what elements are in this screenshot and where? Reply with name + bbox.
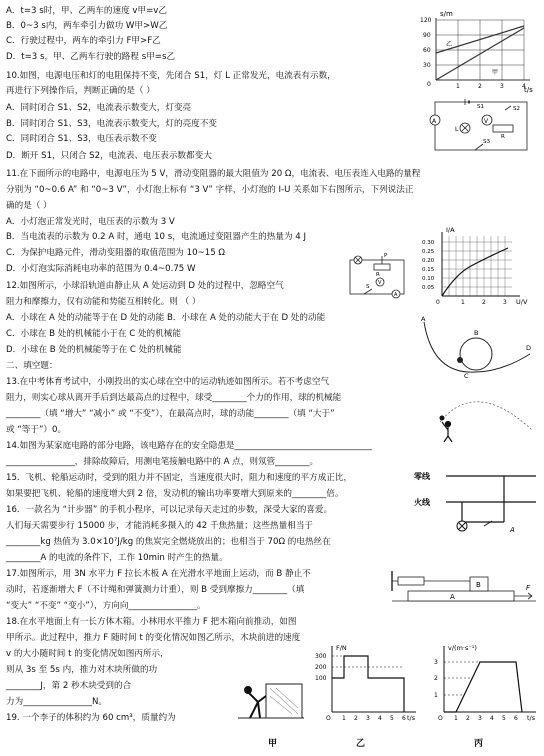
iu-graph: [416, 224, 536, 308]
text-line: A．小球在 A 处的动能等于在 D 处的动能 B．小球在 A 处的动能大于在 D 处的动能: [6, 313, 326, 323]
text-line: A．小灯泡正常发光时，电压表的示数为 3 V: [6, 217, 175, 227]
iu-ytick: 0.25: [422, 249, 435, 255]
iu-ytick: 0.30: [422, 240, 435, 246]
st-xtick: 4: [522, 83, 526, 90]
text-line: C．小球在 B 处的机械能小于在 C 处的机械能: [6, 329, 181, 339]
vt-xtick: 4: [490, 715, 494, 722]
plank-f: F: [526, 584, 531, 592]
house-fire: 火线: [414, 498, 430, 507]
house-point-a: A: [510, 526, 515, 534]
st-xlabel: t/s: [524, 86, 533, 94]
st-xtick: 3: [500, 83, 504, 90]
text-line: B．0~3 s内，两车牵引力做功 W甲>W乙: [6, 21, 168, 31]
st-ylabel: s/m: [440, 10, 453, 18]
text-line: 则从 3s 至 5s 内，推力对木块所做的功: [6, 665, 158, 675]
text-line: 19. 一个李子的体积约为 60 cm³，质量约为: [6, 713, 176, 723]
text-line: 人们每天需要步行 15000 步，才能消耗多摄入的 42 千焦热量；这些热量相当于: [6, 521, 314, 531]
ft-ytick: 200: [315, 664, 327, 671]
household-circuit: [412, 466, 538, 548]
text-line: 力为________________N。: [6, 697, 107, 707]
circuit-q10: [425, 98, 537, 156]
house-live: 零线: [414, 472, 430, 481]
ft-xtick: 4: [378, 715, 382, 722]
iu-ytick: 0.20: [422, 258, 435, 264]
iu-ylabel: I/A: [446, 226, 455, 234]
ft-xtick: 6: [402, 715, 406, 722]
text-line: 12.如图所示，小球沿轨道由静止从 A 处运动到 D 处的过程中，忽略空气: [6, 281, 284, 291]
q11-s: S: [366, 284, 370, 290]
text-line: 16．一款名为 “计步器” 的手机小程序，可以记录每天走过的步数，深受大家的喜爱。: [6, 505, 333, 515]
text-line: D．小球在 B 处的机械能等于在 C 处的机械能: [6, 345, 182, 355]
ft-xlabel: t/s: [407, 714, 416, 722]
text-line: 确的是（ ）: [6, 201, 52, 211]
vt-ytick: 2: [434, 675, 438, 682]
text-line: B．同时闭合 S1、S3，电流表示数变大，灯的亮度不变: [6, 119, 217, 129]
plank-figure: [390, 565, 538, 605]
text-line: 阻力和摩擦力，仅有动能和势能互相转化。则 （ ）: [6, 297, 201, 307]
vt-ylabel: v/(m·s⁻¹): [448, 644, 477, 652]
circuit-q11: [344, 250, 410, 300]
text-line: 17.如图所示，用 3N 水平力 F 拉长木板 A 在光滑水平地面上运动，而 B 静止不: [6, 569, 311, 579]
iu-xtick: 1: [461, 299, 465, 306]
vt-ytick: 3: [434, 659, 438, 666]
plank-b: B: [476, 581, 481, 589]
ft-xtick: 5: [390, 715, 394, 722]
track-c: C: [464, 372, 469, 378]
text-line: 甲所示。此过程中，推力 F 随时间 t 的变化情况如图乙所示，木块前进的速度: [6, 633, 301, 643]
caption-yi: 乙: [356, 739, 366, 749]
text-line: “变大” “不变” “变小”），方向向________________。: [6, 601, 206, 611]
iu-ytick: 0.05: [422, 285, 435, 291]
text-line: D．断开 S1，只闭合 S2，电流表、电压表示数都变大: [6, 151, 212, 161]
vt-xtick: 6: [514, 715, 518, 722]
text-line: 二、填空题：: [6, 361, 58, 371]
text-line: 如果要把飞机、轮船的速度增大到 2 倍，发动机的输出功率要增大到原来的________倍。: [6, 489, 344, 499]
ft-xtick: O: [326, 715, 331, 722]
text-line: ________J，第 2 秒木块受到的合: [6, 681, 132, 691]
track-a: A: [421, 315, 426, 323]
ft-ytick: 100: [315, 675, 327, 682]
text-line: 再进行下列操作后，判断正确的是（ ）: [6, 86, 155, 96]
st-line-label: 甲: [492, 69, 499, 76]
track-b: B: [474, 329, 479, 337]
q11-v: V: [378, 280, 382, 286]
q11-rb: R: [376, 272, 380, 278]
q10-lamp: L: [455, 126, 459, 133]
ft-ytick: 300: [315, 653, 327, 660]
vt-xtick: 3: [478, 715, 482, 722]
text-line: B．当电流表的示数为 0.2 A 时，通电 10 s，电流通过变阻器产生的热量为 4 J: [6, 232, 307, 242]
text-line: ________kg 热值为 3.0×10⁷J/kg 的焦炭完全燃烧放出的；也相当于 70Ω 的电热丝在: [6, 537, 331, 547]
q10-voltmeter: V: [484, 118, 489, 125]
text-line: 11.在下面所示的电路中，电源电压为 5 V，滑动变阻器的最大阻值为 20 Ω，电流表、电压表连入电路的量程: [6, 169, 421, 179]
iu-xtick: 2: [482, 299, 486, 306]
caption-bing: 丙: [474, 739, 484, 749]
ft-ylabel: F/N: [336, 644, 347, 652]
track-d: D: [526, 344, 532, 352]
q10-s1: S1: [477, 104, 484, 110]
text-line: 18.在水平地面上有一长方体木箱。小林用水平推力 F 把木箱向前推动，如图: [6, 617, 297, 627]
q11-a: A: [394, 292, 398, 298]
text-line: A．同时闭合 S1、S2，电流表示数变大，灯变亮: [6, 103, 192, 113]
q10-s2: S2: [513, 106, 520, 112]
st-ytick: 30: [423, 62, 431, 69]
st-ytick: 120: [420, 17, 432, 24]
iu-xtick: 3: [503, 299, 507, 306]
q11-p: P: [384, 253, 388, 259]
vt-xtick: 2: [466, 715, 470, 722]
vt-xtick: 1: [454, 715, 458, 722]
vt-xlabel: t/s: [527, 714, 536, 722]
text-line: 动时，若逐渐增大 F（不计绳和弹簧测力计重），则 B 受到摩擦力________（填: [6, 585, 305, 595]
track-figure: [418, 314, 538, 378]
text-line: D．t=3 s，甲、乙两车行驶的路程 s甲=s乙: [6, 52, 176, 62]
caption-jia: 甲: [268, 739, 278, 749]
vt-xtick: O: [438, 715, 443, 722]
text-line: 15．飞机、轮船运动时，受到的阻力并不固定，当速度很大时，阻力和速度的平方成正比，: [6, 473, 353, 483]
ft-xtick: 2: [354, 715, 358, 722]
plank-a: A: [450, 593, 455, 601]
text-line: 或 “等于”）0。: [6, 425, 67, 435]
ft-xtick: 3: [366, 715, 370, 722]
text-line: A．t=3 s时，甲、乙两车的速度 v甲=v乙: [6, 6, 167, 16]
force-time-graph: [312, 642, 418, 722]
st-xtick: 1: [456, 83, 460, 90]
text-line: ________（填 “增大” “减小” 或 “不变”），在最高点时，球的动能________（填 “大于”: [6, 409, 335, 419]
text-line: ________________，排除故障后，用测电笔接触电路中的 A 点，则氖管________。: [6, 457, 319, 467]
text-line: 阻力，则实心球从离开手后到达最高点的过程中，球受________个力的作用，球的机械能: [6, 393, 342, 403]
text-line: 13.在中考体育考试中，小刚投出的实心球在空中的运动轨迹如图所示。若不考虑空气: [6, 377, 330, 387]
ft-xtick: 1: [342, 715, 346, 722]
st-xtick: 2: [478, 83, 482, 90]
q10-s3: S3: [483, 139, 490, 145]
text-line: D．小灯泡实际消耗电功率的范围为 0.4~0.75 W: [6, 264, 196, 274]
q10-ammeter: A: [432, 118, 437, 125]
iu-origin: 0: [436, 299, 440, 306]
q10-resistor: R: [501, 134, 505, 140]
st-ytick: 0: [427, 81, 431, 88]
text-line: 10.如图，电源电压和灯的电阻保持不变，先闭合 S1，灯 L 正常发光，电流表有示数，: [6, 71, 336, 81]
iu-xlabel: U/V: [516, 298, 528, 306]
text-line: 分别为 “0~0.6 A” 和 “0~3 V”，小灯泡上标有 “3 V” 字样，小灯泡的 I-U 关系如下右图所示，下列说法正: [6, 185, 414, 195]
st-ytick: 60: [423, 47, 431, 54]
ball-throw-figure: [430, 386, 536, 444]
text-line: v 的大小随时间 t 的变化情况如图丙所示，: [6, 649, 169, 659]
text-line: ________A 的电流的条件下，工作 10min 时产生的热量。: [6, 553, 228, 563]
st-ytick: 90: [423, 32, 431, 39]
text-line: C．为保护电路元件，滑动变阻器的取值范围为 10~15 Ω: [6, 248, 225, 258]
vt-ytick: 1: [434, 692, 438, 699]
vt-xtick: 5: [502, 715, 506, 722]
text-line: C．同时闭合 S1、S3，电压表示数不变: [6, 134, 157, 144]
push-box-figure: [236, 678, 306, 724]
text-line: 14.如图为某家庭电路的部分电路，该电路存在的安全隐患是________________________________: [6, 441, 373, 451]
velocity-time-graph: [424, 642, 540, 722]
text-line: C．行驶过程中，两车的牵引力 F甲>F乙: [6, 36, 161, 46]
iu-ytick: 0.15: [422, 267, 435, 273]
st-line-label: 乙: [446, 41, 453, 48]
st-graph: [418, 8, 540, 94]
iu-ytick: 0.10: [422, 276, 435, 282]
